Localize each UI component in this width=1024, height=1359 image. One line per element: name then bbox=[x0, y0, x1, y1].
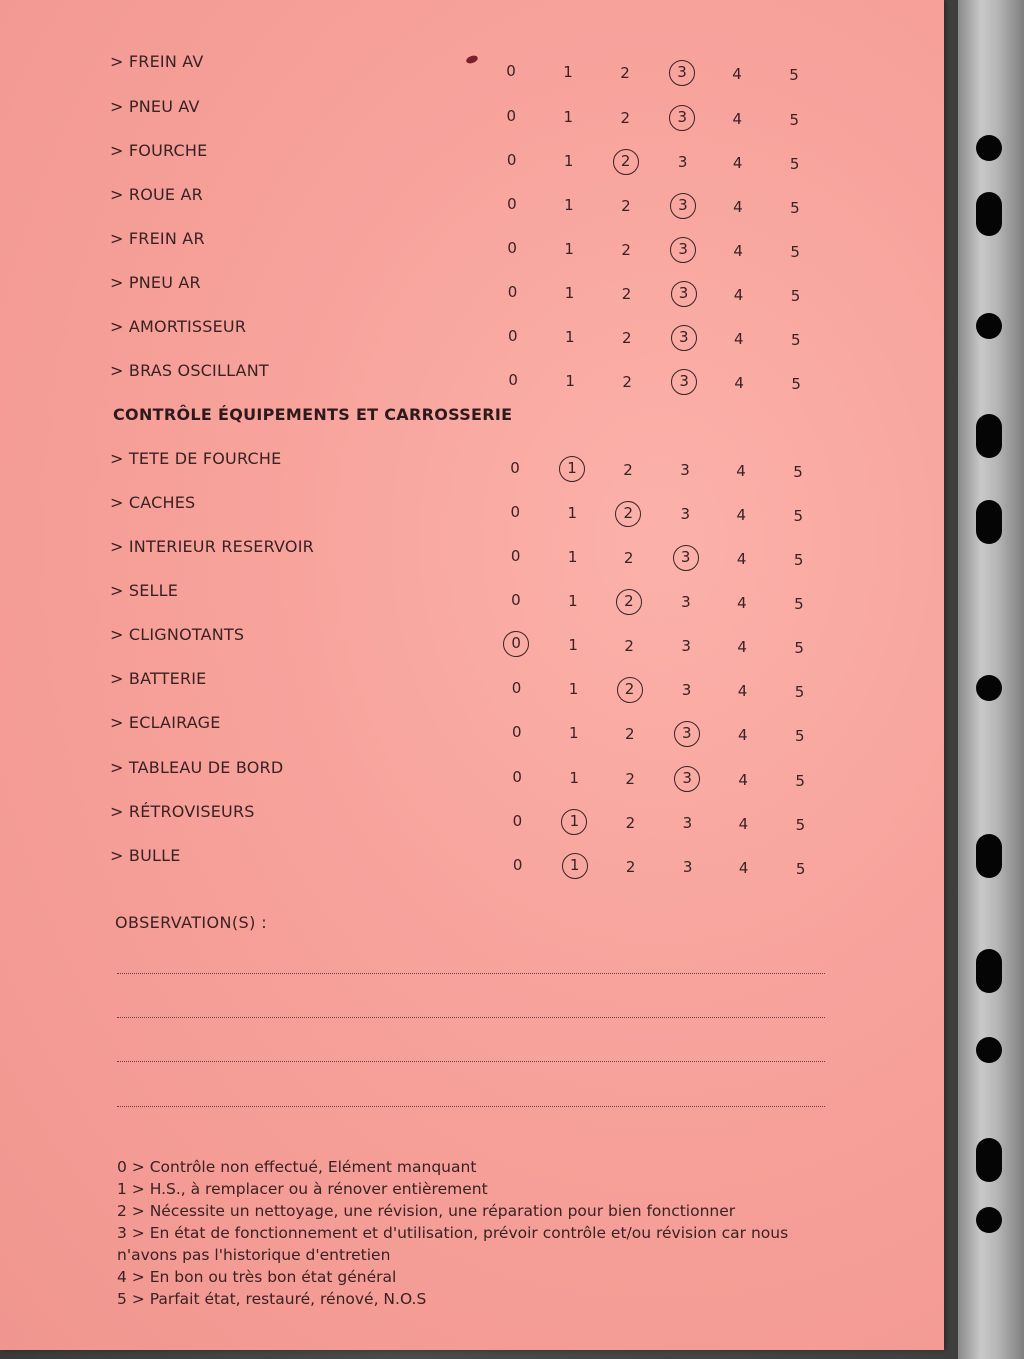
score-option[interactable]: 0 bbox=[512, 723, 522, 741]
score-option[interactable]: 1 bbox=[568, 679, 579, 698]
check-row bbox=[0, 141, 944, 171]
score-option[interactable]: 1 bbox=[564, 283, 575, 302]
check-row bbox=[0, 449, 944, 479]
score-option[interactable]: 4 bbox=[737, 638, 747, 657]
check-row bbox=[0, 802, 944, 832]
check-item-label: > ECLAIRAGE bbox=[110, 713, 221, 732]
score-selected[interactable]: 3 bbox=[674, 721, 700, 747]
score-option[interactable]: 4 bbox=[737, 682, 748, 701]
score-option[interactable]: 3 bbox=[677, 153, 688, 172]
score-option[interactable]: 4 bbox=[736, 462, 746, 481]
score-option[interactable]: 4 bbox=[736, 506, 747, 525]
score-selected[interactable]: 3 bbox=[669, 105, 695, 131]
observation-line[interactable] bbox=[117, 1017, 825, 1018]
check-row bbox=[0, 229, 944, 259]
score-option[interactable]: 3 bbox=[680, 461, 690, 480]
score-option[interactable]: 2 bbox=[620, 108, 631, 127]
score-selected[interactable]: 0 bbox=[503, 631, 529, 657]
observation-line[interactable] bbox=[117, 1106, 825, 1107]
check-item-label: > AMORTISSEUR bbox=[110, 317, 247, 336]
punch-hole bbox=[976, 500, 1002, 544]
score-selected[interactable]: 3 bbox=[669, 60, 695, 86]
check-item-label: > SELLE bbox=[110, 581, 179, 600]
score-option[interactable]: 0 bbox=[512, 812, 523, 830]
score-option[interactable]: 1 bbox=[567, 503, 578, 522]
score-selected[interactable]: 2 bbox=[613, 149, 639, 175]
score-option[interactable]: 0 bbox=[510, 503, 521, 521]
check-row bbox=[0, 97, 944, 127]
score-option[interactable]: 0 bbox=[507, 239, 517, 257]
score-option[interactable]: 2 bbox=[625, 769, 635, 788]
check-row bbox=[0, 537, 944, 567]
check-item-label: > CLIGNOTANTS bbox=[110, 625, 245, 644]
score-option[interactable]: 5 bbox=[790, 199, 800, 217]
score-option[interactable]: 2 bbox=[621, 284, 632, 303]
score-option[interactable]: 2 bbox=[623, 548, 634, 567]
score-option[interactable]: 5 bbox=[794, 683, 805, 701]
check-item-label: > CACHES bbox=[110, 493, 196, 512]
punch-hole bbox=[976, 834, 1002, 878]
score-option[interactable]: 4 bbox=[736, 550, 747, 569]
score-option[interactable]: 0 bbox=[506, 107, 517, 125]
check-row bbox=[0, 317, 944, 347]
check-item-label: > ROUE AR bbox=[110, 185, 203, 204]
rating-legend bbox=[117, 1156, 817, 1310]
score-option[interactable]: 0 bbox=[506, 62, 516, 80]
score-option[interactable]: 0 bbox=[510, 547, 521, 565]
check-item-label: > FREIN AR bbox=[110, 229, 205, 248]
score-selected[interactable]: 3 bbox=[671, 325, 697, 351]
legend-line: 1 > H.S., à remplacer ou à rénover entièrement bbox=[117, 1180, 488, 1198]
score-option[interactable]: 4 bbox=[733, 198, 743, 217]
observations-label: OBSERVATION(S) : bbox=[115, 913, 267, 932]
score-selected[interactable]: 3 bbox=[671, 369, 697, 395]
score-option[interactable]: 2 bbox=[625, 813, 636, 832]
score-option[interactable]: 4 bbox=[734, 374, 744, 393]
score-selected[interactable]: 1 bbox=[562, 853, 588, 879]
score-option[interactable]: 5 bbox=[791, 331, 801, 349]
score-option[interactable]: 4 bbox=[732, 154, 743, 173]
check-row bbox=[0, 581, 944, 611]
score-option[interactable]: 2 bbox=[625, 724, 635, 743]
legend-line: 2 > Nécessite un nettoyage, une révision, une réparation pour bien fonctionner bbox=[117, 1202, 736, 1220]
score-option[interactable]: 5 bbox=[795, 860, 806, 878]
check-item-label: > TABLEAU DE BORD bbox=[110, 758, 284, 777]
score-option[interactable]: 5 bbox=[789, 111, 800, 129]
score-option[interactable]: 1 bbox=[569, 768, 579, 787]
score-option[interactable]: 5 bbox=[790, 287, 801, 305]
score-option[interactable]: 4 bbox=[738, 771, 748, 790]
section-title: CONTRÔLE ÉQUIPEMENTS ET CARROSSERIE bbox=[113, 405, 513, 424]
score-option[interactable]: 1 bbox=[567, 547, 578, 566]
check-row bbox=[0, 669, 944, 699]
score-selected[interactable]: 3 bbox=[670, 237, 696, 263]
score-selected[interactable]: 3 bbox=[674, 766, 700, 792]
punch-hole bbox=[976, 1138, 1002, 1182]
check-item-label: > BULLE bbox=[110, 846, 181, 865]
check-item-label: > FOURCHE bbox=[110, 141, 208, 160]
score-option[interactable]: 5 bbox=[790, 243, 800, 261]
score-option[interactable]: 4 bbox=[738, 815, 749, 834]
score-option[interactable]: 1 bbox=[564, 195, 574, 214]
score-option[interactable]: 4 bbox=[738, 859, 749, 878]
check-item-label: > PNEU AR bbox=[110, 273, 201, 292]
score-option[interactable]: 3 bbox=[681, 637, 691, 656]
check-row bbox=[0, 625, 944, 655]
score-option[interactable]: 0 bbox=[512, 856, 523, 874]
score-option[interactable]: 5 bbox=[791, 375, 801, 393]
legend-line: 0 > Contrôle non effectué, Elément manquant bbox=[117, 1158, 477, 1176]
score-selected[interactable]: 2 bbox=[617, 677, 643, 703]
check-row bbox=[0, 713, 944, 743]
score-option[interactable]: 0 bbox=[511, 679, 522, 697]
score-option[interactable]: 4 bbox=[738, 726, 748, 745]
legend-line: n'avons pas l'historique d'entretien bbox=[117, 1246, 391, 1264]
score-option[interactable]: 4 bbox=[732, 110, 743, 129]
check-item-label: > INTERIEUR RESERVOIR bbox=[110, 537, 314, 556]
score-option[interactable]: 2 bbox=[623, 460, 633, 479]
score-option[interactable]: 3 bbox=[681, 681, 692, 700]
score-option[interactable]: 0 bbox=[507, 195, 517, 213]
score-option[interactable]: 4 bbox=[734, 330, 744, 349]
score-option[interactable]: 5 bbox=[789, 155, 800, 173]
score-option[interactable]: 2 bbox=[625, 857, 636, 876]
punch-hole bbox=[976, 414, 1002, 458]
punch-hole bbox=[976, 949, 1002, 993]
legend-line: 3 > En état de fonctionnement et d'utilisation, prévoir contrôle et/ou révision car nous bbox=[117, 1224, 789, 1242]
legend-line: 5 > Parfait état, restauré, rénové, N.O.S bbox=[117, 1290, 427, 1308]
score-option[interactable]: 1 bbox=[563, 151, 574, 170]
score-option[interactable]: 1 bbox=[563, 62, 573, 81]
score-option[interactable]: 3 bbox=[682, 814, 693, 833]
score-option[interactable]: 2 bbox=[622, 372, 632, 391]
punch-hole bbox=[976, 135, 1002, 161]
check-row bbox=[0, 493, 944, 523]
check-row bbox=[0, 758, 944, 788]
score-option[interactable]: 1 bbox=[563, 107, 574, 126]
score-selected[interactable]: 1 bbox=[561, 809, 587, 835]
punch-hole bbox=[976, 1207, 1002, 1233]
score-option[interactable]: 5 bbox=[795, 772, 805, 790]
check-row bbox=[0, 52, 944, 82]
score-option[interactable]: 0 bbox=[512, 768, 522, 786]
check-item-label: > BRAS OSCILLANT bbox=[110, 361, 269, 380]
score-selected[interactable]: 3 bbox=[673, 545, 699, 571]
score-option[interactable]: 5 bbox=[795, 727, 805, 745]
observation-line[interactable] bbox=[117, 1061, 825, 1062]
score-option[interactable]: 3 bbox=[681, 593, 691, 612]
check-item-label: > RÉTROVISEURS bbox=[110, 802, 255, 821]
score-option[interactable]: 3 bbox=[682, 858, 693, 877]
score-option[interactable]: 2 bbox=[624, 636, 634, 655]
score-selected[interactable]: 1 bbox=[559, 456, 585, 482]
score-option[interactable]: 5 bbox=[793, 551, 804, 569]
punch-hole bbox=[976, 313, 1002, 339]
score-option[interactable]: 0 bbox=[507, 283, 518, 301]
score-option[interactable]: 1 bbox=[565, 327, 575, 346]
score-selected[interactable]: 3 bbox=[670, 193, 696, 219]
score-option[interactable]: 1 bbox=[565, 371, 575, 390]
check-item-label: > PNEU AV bbox=[110, 97, 200, 116]
score-option[interactable]: 5 bbox=[793, 507, 804, 525]
score-selected[interactable]: 3 bbox=[671, 281, 697, 307]
check-item-label: > TETE DE FOURCHE bbox=[110, 449, 282, 468]
score-option[interactable]: 2 bbox=[621, 196, 631, 215]
score-option[interactable]: 2 bbox=[622, 328, 632, 347]
punch-hole bbox=[976, 1037, 1002, 1063]
observation-line[interactable] bbox=[117, 973, 825, 974]
score-option[interactable]: 5 bbox=[794, 639, 804, 657]
legend-line: 4 > En bon ou très bon état général bbox=[117, 1268, 397, 1286]
score-option[interactable]: 4 bbox=[733, 286, 744, 305]
score-option[interactable]: 0 bbox=[508, 371, 518, 389]
score-option[interactable]: 5 bbox=[794, 595, 804, 613]
check-row bbox=[0, 273, 944, 303]
score-option[interactable]: 1 bbox=[564, 239, 574, 258]
check-row bbox=[0, 361, 944, 391]
score-option[interactable]: 1 bbox=[569, 723, 579, 742]
score-option[interactable]: 5 bbox=[793, 463, 803, 481]
punch-hole bbox=[976, 192, 1002, 236]
score-option[interactable]: 0 bbox=[508, 327, 518, 345]
score-option[interactable]: 5 bbox=[795, 816, 806, 834]
score-option[interactable]: 1 bbox=[568, 635, 578, 654]
score-option[interactable]: 1 bbox=[568, 591, 578, 610]
score-selected[interactable]: 2 bbox=[615, 501, 641, 527]
check-row bbox=[0, 846, 944, 876]
punch-hole bbox=[976, 675, 1002, 701]
check-row bbox=[0, 185, 944, 215]
score-option[interactable]: 4 bbox=[733, 242, 743, 261]
score-option[interactable]: 4 bbox=[732, 65, 742, 84]
check-item-label: > FREIN AV bbox=[110, 52, 204, 71]
score-option[interactable]: 5 bbox=[789, 66, 799, 84]
score-selected[interactable]: 2 bbox=[616, 589, 642, 615]
score-option[interactable]: 0 bbox=[506, 151, 517, 169]
check-item-label: > BATTERIE bbox=[110, 669, 207, 688]
score-option[interactable]: 2 bbox=[620, 63, 630, 82]
score-option[interactable]: 3 bbox=[680, 505, 691, 524]
score-option[interactable]: 2 bbox=[621, 240, 631, 259]
score-option[interactable]: 0 bbox=[511, 591, 521, 609]
score-option[interactable]: 4 bbox=[737, 594, 747, 613]
score-option[interactable]: 0 bbox=[510, 459, 520, 477]
